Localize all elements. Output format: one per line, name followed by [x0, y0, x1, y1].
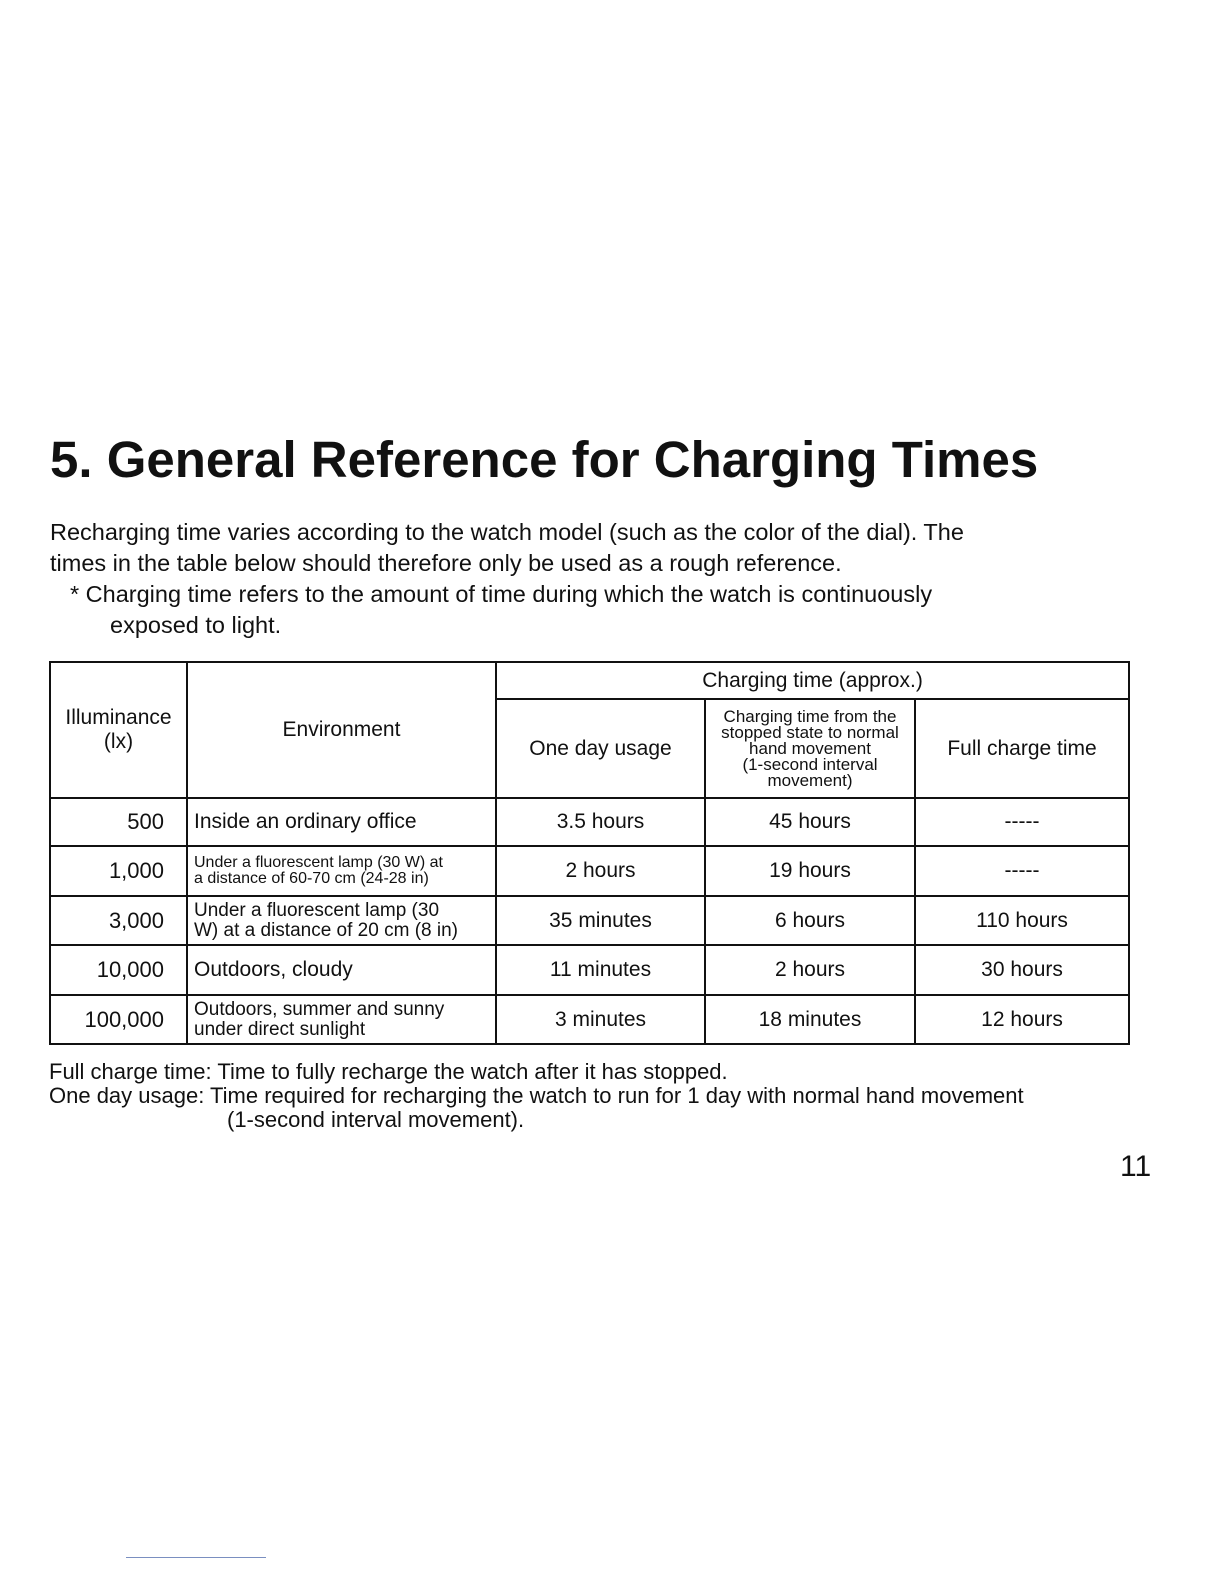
cell-one-day: 35 minutes [496, 896, 705, 945]
header-full-charge-time: Full charge time [915, 699, 1129, 798]
cell-full: 12 hours [915, 995, 1129, 1044]
cell-stopped: 18 minutes [705, 995, 915, 1044]
cell-full: ----- [915, 846, 1129, 896]
cell-stopped: 2 hours [705, 945, 915, 995]
table-footnotes [49, 1060, 1149, 1132]
charging-times-table [49, 661, 1130, 1045]
intro-line-1: Recharging time varies according to the watch model (such as the color of the dial). The [50, 519, 964, 545]
cell-environment: Inside an ordinary office [187, 798, 496, 846]
intro-paragraph [50, 517, 1140, 641]
cell-stopped: 45 hours [705, 798, 915, 846]
cell-environment: Outdoors, cloudy [187, 945, 496, 995]
cell-one-day: 2 hours [496, 846, 705, 896]
cell-one-day: 3 minutes [496, 995, 705, 1044]
cell-lux: 500 [50, 798, 187, 846]
cell-stopped: 19 hours [705, 846, 915, 896]
page-title: 5. General Reference for Charging Times [50, 431, 1039, 488]
header-charging-time-group: Charging time (approx.) [496, 662, 1129, 699]
footnote-one-day-1: One day usage: Time required for recharging the watch to run for 1 day with normal hand movement [49, 1083, 1024, 1108]
charging-note [50, 579, 1140, 641]
note-line-1: * Charging time refers to the amount of time during which the watch is continuously [70, 581, 933, 607]
cell-lux: 3,000 [50, 896, 187, 945]
table-row [50, 798, 1129, 846]
cell-full: 30 hours [915, 945, 1129, 995]
table-row [50, 995, 1129, 1044]
cell-full: ----- [915, 798, 1129, 846]
table-row [50, 945, 1129, 995]
cell-environment: Outdoors, summer and sunny under direct sunlight [187, 995, 496, 1044]
header-stopped-to-normal: Charging time from the stopped state to normal hand movement (1-second interval movement) [705, 699, 915, 798]
footnote-one-day-2: (1-second interval movement). [227, 1107, 525, 1132]
bottom-rule [126, 1557, 266, 1558]
intro-line-2: times in the table below should therefore only be used as a rough reference. [50, 550, 842, 576]
cell-environment: Under a fluorescent lamp (30 W) at a distance of 20 cm (8 in) [187, 896, 496, 945]
note-line-2: exposed to light. [110, 612, 282, 638]
cell-one-day: 3.5 hours [496, 798, 705, 846]
footnote-full-charge: Full charge time: Time to fully recharge the watch after it has stopped. [49, 1059, 728, 1084]
cell-lux: 10,000 [50, 945, 187, 995]
cell-environment: Under a fluorescent lamp (30 W) at a distance of 60-70 cm (24-28 in) [187, 846, 496, 896]
page-number: 11 [1120, 1150, 1152, 1183]
header-illuminance: Illuminance (lx) [50, 662, 187, 798]
cell-one-day: 11 minutes [496, 945, 705, 995]
cell-stopped: 6 hours [705, 896, 915, 945]
cell-full: 110 hours [915, 896, 1129, 945]
cell-lux: 1,000 [50, 846, 187, 896]
table-row [50, 896, 1129, 945]
table-row [50, 846, 1129, 896]
header-environment: Environment [187, 662, 496, 798]
header-one-day-usage: One day usage [496, 699, 705, 798]
cell-lux: 100,000 [50, 995, 187, 1044]
